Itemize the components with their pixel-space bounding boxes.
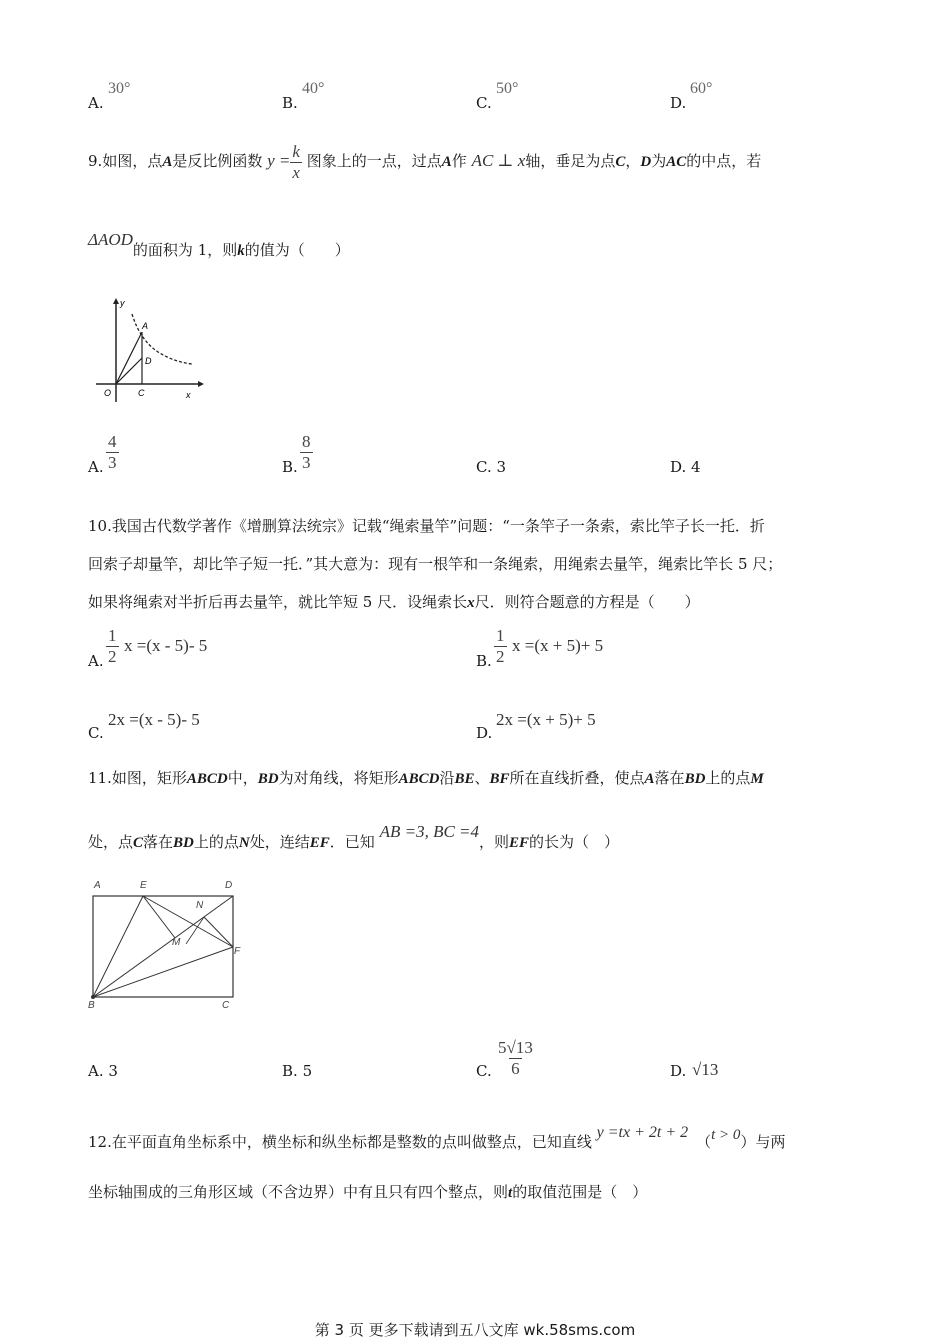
- q8-option-c-label: C.: [476, 94, 492, 112]
- q9-text: 轴，垂足为点: [525, 152, 616, 171]
- text: ．已知: [329, 833, 375, 851]
- text: 、: [474, 769, 490, 787]
- q10-option-a-expr: x =(x - 5)- 5: [124, 636, 208, 655]
- label-c: C: [138, 388, 145, 398]
- hyperbola-curve: [132, 314, 192, 364]
- q9-triangle-expr: ΔAOD: [88, 230, 133, 249]
- var: ABCD: [398, 771, 440, 787]
- q9-var: D: [640, 154, 652, 171]
- q10-line2: 回索子却量竿，却比竿子短一托．”其大意为：现有一根竿和一条绳索，用绳索去量竿，绳索比竿长 5 尺；: [88, 555, 783, 573]
- den: 3: [108, 452, 117, 472]
- q10-option-a-fraction: [106, 626, 119, 666]
- label: C.: [476, 458, 492, 476]
- point-b: [91, 995, 95, 999]
- var: BD: [684, 771, 706, 787]
- label-a: A: [142, 321, 149, 331]
- q8-option-c-value: 50°: [496, 80, 519, 97]
- var: BF: [489, 771, 510, 787]
- q11-line2: [88, 822, 620, 854]
- q9-option-a-fraction: [106, 432, 119, 472]
- q10-line1: 10.我国古代数学著作《增删算法统宗》记载“绳索量竿”问题：“一条竿子一条索，索比竿子长一托．折: [88, 517, 765, 535]
- var: BD: [257, 771, 279, 787]
- q9-func-fraction: [290, 142, 302, 182]
- q10-line3: [88, 592, 700, 614]
- text: 落在: [143, 833, 174, 851]
- var: A: [644, 771, 655, 787]
- den: 3: [302, 452, 311, 472]
- num: 4: [108, 432, 117, 451]
- text: 中，: [227, 769, 258, 787]
- segment-oa: [116, 332, 142, 384]
- q9-number: 9.: [88, 152, 103, 171]
- label-f: F: [234, 946, 241, 957]
- label-n: N: [196, 900, 204, 911]
- label-o: O: [104, 388, 112, 398]
- text: ，则: [479, 833, 510, 851]
- q10-option-c-label: C.: [88, 724, 104, 742]
- q10-option-b-expr: x =(x + 5)+ 5: [512, 636, 604, 655]
- q10-option-a-label: A.: [88, 652, 104, 670]
- q9-func-den: x: [292, 162, 300, 182]
- label-c: C: [222, 1000, 230, 1011]
- value: 3: [496, 458, 507, 476]
- q8-option-a-label: A.: [88, 94, 104, 112]
- q9-stem-line1: [88, 142, 761, 182]
- q11-given: AB =3, BC =4: [379, 822, 480, 841]
- segment-em: [143, 896, 175, 938]
- q10-option-b-label: B.: [476, 652, 492, 670]
- text: 沿: [439, 769, 455, 787]
- label-x: x: [186, 390, 191, 400]
- q9-figure: [92, 296, 204, 404]
- den: 2: [496, 646, 505, 666]
- value: 3: [108, 1062, 118, 1080]
- q9-func-num: k: [292, 142, 300, 161]
- q11-line1: [88, 768, 764, 790]
- x-axis-arrow: [198, 381, 204, 387]
- label: A.: [88, 1062, 104, 1080]
- label-d: D: [145, 356, 152, 366]
- q11-option-b: [282, 1062, 312, 1080]
- q12-line1: [88, 1124, 786, 1154]
- text: 上的点: [193, 833, 239, 851]
- var: EF: [309, 835, 330, 851]
- q9-text: 的中点，若: [686, 152, 762, 171]
- q9-option-b-label: B.: [282, 458, 298, 476]
- text: 上的点: [705, 769, 751, 787]
- q9-option-a-label: A.: [88, 458, 104, 476]
- var: t: [508, 1185, 513, 1201]
- q9-option-b-fraction: [300, 432, 313, 472]
- q11-option-d-value: √13: [692, 1060, 719, 1079]
- q12-line2: [88, 1182, 647, 1204]
- q9-text: 的值为（ ）: [244, 241, 350, 259]
- q11-option-a: [88, 1062, 118, 1080]
- text: 为对角线，将矩形: [278, 769, 399, 787]
- q9-var: k: [237, 243, 245, 259]
- y-axis-arrow: [113, 298, 119, 304]
- var: N: [238, 835, 250, 851]
- q12-line-equation: y =tx + 2t + 2: [596, 1124, 689, 1141]
- q9-text: 为: [651, 152, 667, 171]
- num: 5√13: [498, 1038, 533, 1057]
- q12-condition: t > 0: [711, 1127, 741, 1143]
- label-y: y: [120, 298, 125, 308]
- text: 12.在平面直角坐标系中，横坐标和纵坐标都是整数的点叫做整点，已知直线: [88, 1133, 592, 1151]
- q9-text: 如图，点: [102, 152, 163, 171]
- q8-option-d-label: D.: [670, 94, 687, 112]
- q9-perp-expr: AC ⊥ x: [471, 151, 526, 171]
- q10-option-b-fraction: [494, 626, 507, 666]
- text: 11.如图，矩形: [88, 769, 187, 787]
- q8-option-d-value: 60°: [690, 80, 713, 97]
- num: 8: [302, 432, 311, 451]
- q9-stem-line2: [88, 230, 350, 262]
- label-a: A: [94, 880, 101, 891]
- q9-var: A: [162, 154, 173, 171]
- text: 的取值范围是（ ）: [512, 1183, 648, 1201]
- den: 6: [511, 1058, 520, 1078]
- segment-ef: [143, 896, 233, 947]
- q11-option-c-label: C.: [476, 1062, 492, 1080]
- text: 如果将绳索对半折后再去量竿，就比竿短 5 尺．设绳索长: [88, 593, 468, 611]
- var: ABCD: [186, 771, 228, 787]
- q9-var: AC: [666, 154, 687, 171]
- label-d: D: [225, 880, 233, 891]
- q9-text: ，: [625, 152, 641, 171]
- label-m: M: [172, 937, 181, 948]
- label-e: E: [140, 880, 147, 891]
- text: 落在: [654, 769, 685, 787]
- text: （: [696, 1133, 712, 1151]
- q8-option-b-label: B.: [282, 94, 298, 112]
- q9-text: 图象上的一点，过点: [306, 152, 442, 171]
- text: 所在直线折叠，使点: [509, 769, 645, 787]
- var: C: [133, 835, 144, 851]
- var: x: [467, 595, 475, 611]
- q8-option-b-value: 40°: [302, 80, 325, 97]
- q10-option-c-expr: 2x =(x - 5)- 5: [108, 710, 200, 729]
- text: 的长为（ ）: [529, 833, 620, 851]
- q9-option-c: [476, 458, 506, 476]
- text: ）与两: [740, 1133, 786, 1151]
- var: M: [750, 771, 764, 787]
- value: 4: [691, 458, 701, 476]
- label-b: B: [88, 1000, 95, 1011]
- diagonal-bd: [93, 896, 233, 997]
- var: EF: [509, 835, 530, 851]
- var: BE: [454, 771, 475, 787]
- label: B.: [282, 1062, 298, 1080]
- var: BD: [173, 835, 194, 851]
- text: 处，点: [88, 833, 134, 851]
- segment-od: [116, 358, 142, 384]
- q9-var: A: [441, 154, 452, 171]
- q8-option-a-value: 30°: [108, 80, 131, 97]
- value: 5: [302, 1062, 313, 1080]
- q9-option-d: [670, 458, 701, 476]
- q11-figure: [86, 874, 246, 1012]
- q10-option-d-label: D.: [476, 724, 493, 742]
- num: 1: [108, 626, 117, 645]
- q9-func-lhs: y =: [267, 151, 291, 171]
- q9-var: C: [615, 154, 626, 171]
- text: 坐标轴围成的三角形区域（不含边界）中有且只有四个整点，则: [88, 1183, 509, 1201]
- text: 处，连结: [249, 833, 310, 851]
- q9-text: 是反比例函数: [172, 152, 263, 171]
- q9-text: 作: [451, 152, 467, 171]
- text: 尺．则符合题意的方程是（ ）: [474, 593, 700, 611]
- page-footer: 第 3 页 更多下载请到五八文库 wk.58sms.com: [314, 1321, 636, 1339]
- q10-option-d-expr: 2x =(x + 5)+ 5: [496, 710, 596, 729]
- den: 2: [108, 646, 117, 666]
- q11-option-d-label: D.: [670, 1062, 687, 1080]
- segment-nf: [204, 917, 233, 947]
- q11-option-c-fraction: [496, 1038, 535, 1078]
- q9-text: 的面积为 1，则: [132, 241, 238, 259]
- label: D.: [670, 458, 687, 476]
- num: 1: [496, 626, 505, 645]
- segment-n-aux: [186, 917, 204, 944]
